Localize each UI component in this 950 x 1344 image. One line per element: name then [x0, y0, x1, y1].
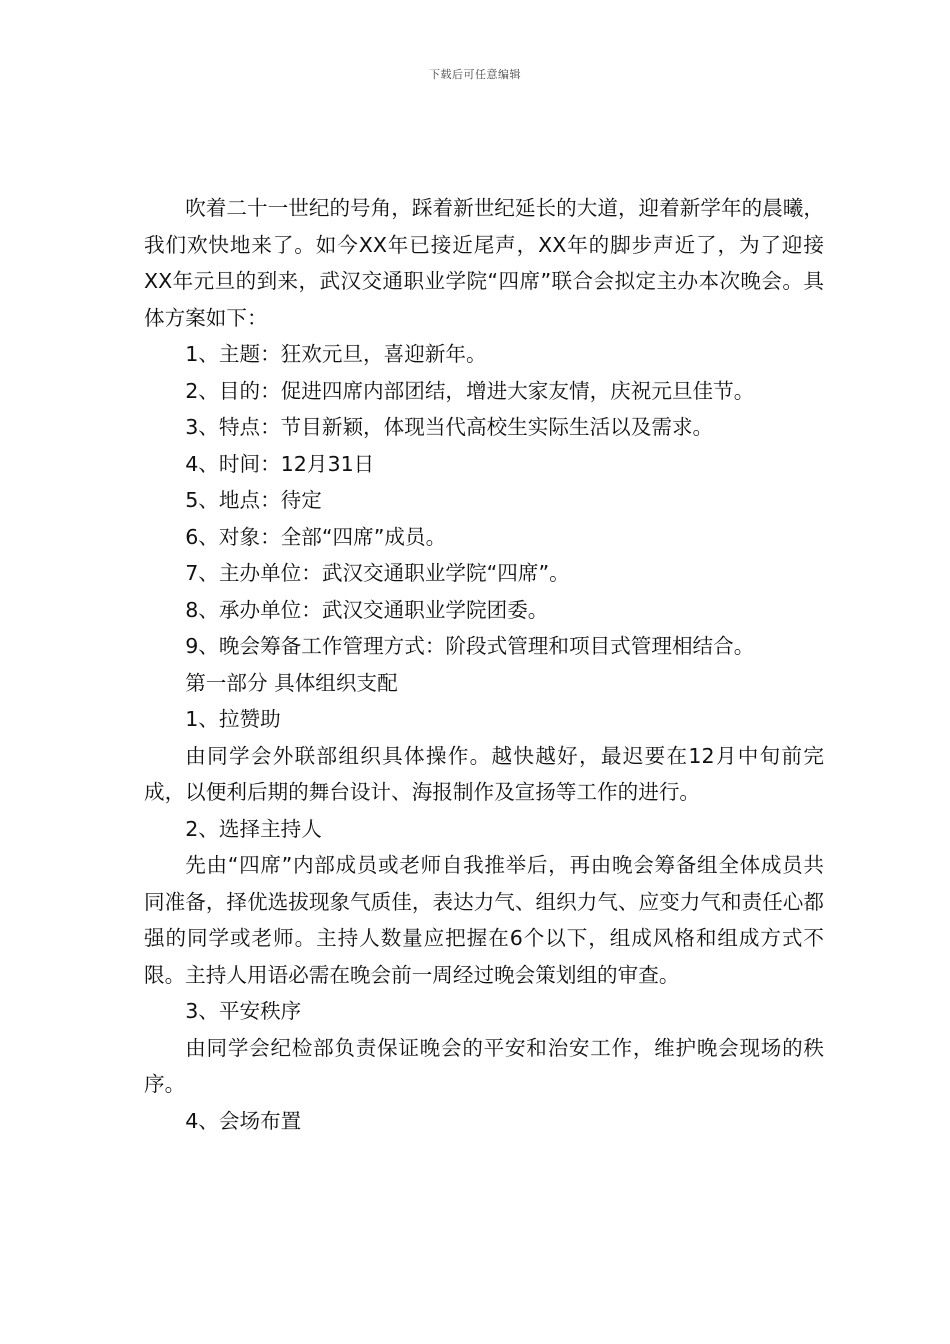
section-body-safety: 由同学会纪检部负责保证晚会的平安和治安工作，维护晚会现场的秩序。 — [144, 1035, 824, 1096]
section-heading-host-selection: 2、选择主持人 — [185, 816, 322, 841]
list-item-management: 9、晚会筹备工作管理方式：阶段式管理和项目式管理相结合。 — [185, 634, 755, 658]
list-item-theme: 1、主题：狂欢元旦，喜迎新年。 — [185, 342, 487, 366]
list-item-purpose: 2、目的：促进四席内部团结，增进大家友情，庆祝元旦佳节。 — [185, 378, 755, 403]
document-body — [144, 190, 824, 1139]
header-note: 下载后可任意编辑 — [429, 68, 521, 81]
intro-paragraph: 吹着二十一世纪的号角，踩着新世纪延长的大道，迎着新学年的晨曦，我们欢快地来了。如今XX年已接近尾声，XX年的脚步声近了，为了迎接XX年元旦的到来，武汉交通职业学院“四席”联合会拟定主办本次晚会。具体方案如下： — [144, 196, 824, 330]
section-heading-sponsorship: 1、拉赞助 — [185, 707, 281, 731]
section-heading-venue: 4、会场布置 — [185, 1108, 302, 1133]
part-title: 第一部分 具体组织支配 — [185, 670, 398, 695]
list-item-audience: 6、对象：全部“四席”成员。 — [185, 524, 447, 549]
list-item-organizer: 7、主办单位：武汉交通职业学院“四席”。 — [185, 561, 570, 585]
list-item-location: 5、地点：待定 — [185, 488, 322, 512]
section-body-host-selection: 先由“四席”内部成员或老师自我推举后，再由晚会筹备组全体成员共同准备，择优选拔现象气质佳，表达力气、组织力气、应变力气和责任心都强的同学或老师。主持人数量应把握在6个以下，组成风格和组成方式不限。主持人用语必需在晚会前一周经过晚会策划组的审查。 — [144, 853, 824, 987]
list-item-time: 4、时间：12月31日 — [185, 451, 375, 476]
section-heading-safety: 3、平安秩序 — [185, 999, 302, 1023]
section-body-sponsorship: 由同学会外联部组织具体操作。越快越好，最迟要在12月中旬前完成，以便利后期的舞台设计、海报制作及宣扬等工作的进行。 — [144, 743, 824, 804]
list-item-host: 8、承办单位：武汉交通职业学院团委。 — [185, 597, 549, 622]
list-item-features: 3、特点：节目新颖，体现当代高校生实际生活以及需求。 — [185, 415, 714, 439]
